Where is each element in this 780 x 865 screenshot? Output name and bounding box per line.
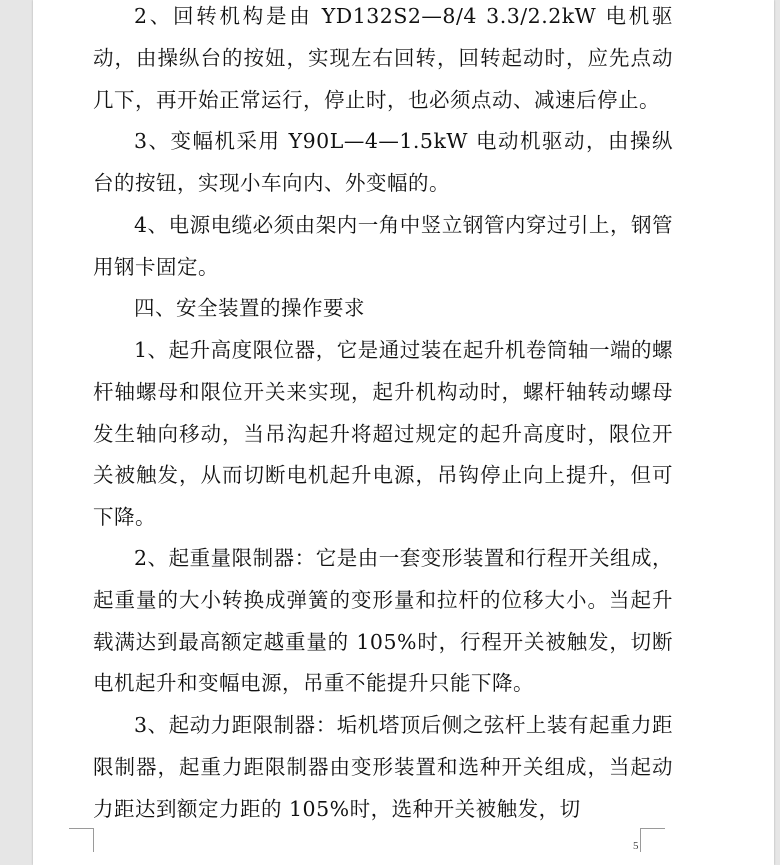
paragraph-moment-limiter: 3、起动力距限制器：垢机塔顶后侧之弦杆上装有起重力距限制器，起重力距限制器由变形装置和选种开关组成，当起动力距达到额定力距的 105%时，选种开关被触发，切 — [93, 713, 673, 821]
paragraph-height-limiter: 1、起升高度限位器，它是通过装在起升机卷筒轴一端的螺杆轴螺母和限位开关来实现，起升机构动时，螺杆轴转动螺母发生轴向移动，当吊沟起升将超过规定的起升高度时，限位开关被触发，从而切断电机起升电源，吊钩停止向上提升，但可下降。 — [93, 338, 673, 530]
section-heading: 四、安全装置的操作要求 — [134, 296, 365, 320]
paragraph-luffing-mechanism: 3、变幅机采用 Y90L—4—1.5kW 电动机驱动，由操纵台的按钮，实现小车向内、外变幅的。 — [93, 129, 673, 195]
paragraph-slewing-mechanism: 2、回转机构是由 YD132S2—8/4 3.3/2.2kW 电机驱动，由操纵台的按妞，实现左右回转，回转起动时，应先点动几下，再开始正常运行，停止时，也必须点动、减速后停止。 — [93, 4, 673, 112]
paragraph-weight-limiter: 2、起重量限制器：它是由一套变形装置和行程开关组成，起重量的大小转换成弹簧的变形量和拉杆的位移大小。当起升载满达到最高额定越重量的 105%时，行程开关被触发，切断电机起升和变幅电源，吊重不能提升只能下降。 — [93, 546, 673, 696]
paragraph-power-cable: 4、电源电缆必须由架内一角中竖立钢管内穿过引上，钢管用钢卡固定。 — [93, 213, 673, 279]
page-number: 5 — [633, 840, 639, 852]
crop-mark-bottom-right — [640, 828, 665, 852]
crop-mark-bottom-left — [69, 828, 94, 852]
